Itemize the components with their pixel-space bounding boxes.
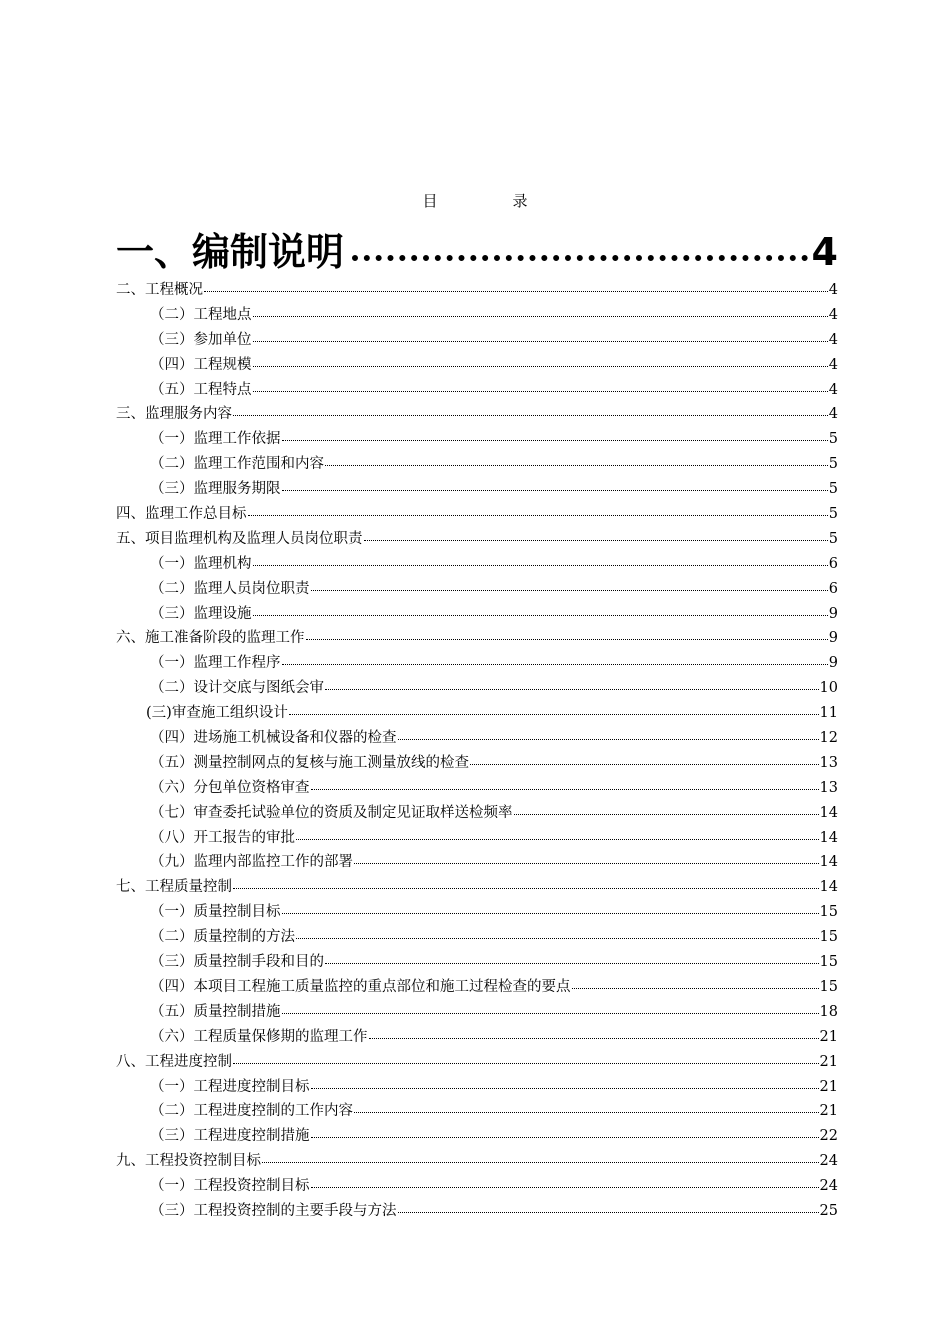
toc-entry-title: （七）审查委托试验单位的资质及制定见证取样送检频率 [150,804,513,821]
toc-page-number: 4 [828,306,838,323]
toc-entry-title: （一）监理工作依据 [150,431,281,448]
toc-entry[interactable] [116,378,838,403]
toc-entry-title: （一）监理机构 [150,555,252,572]
toc-entry[interactable] [116,1099,838,1124]
toc-page-number: 13 [819,754,838,771]
toc-entry[interactable] [116,1075,838,1100]
toc-entry[interactable] [116,726,838,751]
toc-entry-title: (三)审查施工组织设计 [146,705,288,722]
toc-entry[interactable] [116,353,838,378]
toc-entry[interactable] [116,676,838,701]
toc-entry-title: （三）质量控制手段和目的 [150,954,324,971]
toc-page-number: 5 [828,431,838,448]
toc-entry-title: （一）监理工作程序 [150,655,281,672]
toc-page-number: 21 [819,1053,838,1070]
toc-entry-title: 八、工程进度控制 [116,1053,232,1070]
toc-leader-dots [364,540,828,541]
toc-entry-title: （三）工程进度控制措施 [150,1128,310,1145]
toc-entry-title: （六）分包单位资格审查 [150,779,310,796]
toc-leader-dots [325,963,819,964]
toc-entry-title: （五）质量控制措施 [150,1003,281,1020]
toc-entry-title: 七、工程质量控制 [116,879,232,896]
toc-page-number: 14 [819,854,838,871]
toc-entry[interactable] [116,552,838,577]
toc-entry[interactable] [116,477,838,502]
toc-entry-title: （二）监理工作范围和内容 [150,456,324,473]
toc-leader-dots [354,1112,819,1113]
toc-leader-dots [233,415,828,416]
toc-entry-title: （二）设计交底与图纸会审 [150,680,324,697]
toc-entry[interactable] [116,226,838,278]
toc-entry-title: （三）工程投资控制的主要手段与方法 [150,1202,397,1219]
toc-leader-dots [282,490,828,491]
toc-entry-title: （五）测量控制网点的复核与施工测量放线的检查 [150,754,469,771]
toc-leader-dots [289,714,819,715]
toc-page-number: 4 [811,230,838,274]
toc-entry-title: 一、编制说明 [116,230,345,274]
toc-page-number: 5 [828,530,838,547]
toc-page-number: 15 [819,929,838,946]
toc-leader-dots [282,664,828,665]
toc-entry-title: （二）工程地点 [150,306,252,323]
toc-entry-title: （二）监理人员岗位职责 [150,580,310,597]
toc-entry[interactable] [116,1174,838,1199]
toc-entry[interactable] [116,776,838,801]
toc-leader-dots [282,440,828,441]
toc-entry[interactable] [116,527,838,552]
toc-entry-title: （三）监理设施 [150,605,252,622]
toc-page-number: 14 [819,804,838,821]
toc-entry[interactable] [116,328,838,353]
toc-page-number: 24 [819,1153,838,1170]
toc-page-number: 11 [819,705,838,722]
toc-entry[interactable] [116,1124,838,1149]
toc-leader-dots [306,639,828,640]
toc-page-number: 15 [819,954,838,971]
toc-entry[interactable] [116,1149,838,1174]
toc-leader-dots [296,938,819,939]
toc-page-number: 18 [819,1003,838,1020]
toc-leader-dots [311,590,828,591]
toc-entry[interactable] [116,751,838,776]
toc-leader-dots [282,913,819,914]
toc-page-number: 5 [828,506,838,523]
toc-leader-dots [204,291,828,292]
toc-entry[interactable] [116,925,838,950]
toc-entry-title: （四）本项目工程施工质量监控的重点部位和施工过程检查的要点 [150,978,571,995]
toc-page-number: 4 [828,331,838,348]
toc-leader-dots [572,988,819,989]
toc-leader-dots [253,341,828,342]
toc-entry[interactable] [116,1000,838,1025]
toc-page-number: 9 [828,655,838,672]
toc-page-number: 21 [819,1028,838,1045]
toc-page-number: 13 [819,779,838,796]
toc-leader-dots [248,515,828,516]
toc-leader-dots [311,1187,819,1188]
toc-entry-title: （三）监理服务期限 [150,481,281,498]
toc-entry[interactable] [116,1050,838,1075]
toc-leader-dots [311,1088,819,1089]
toc-leader-dots [369,1038,819,1039]
toc-entry-title: （五）工程特点 [150,381,252,398]
toc-leader-dots [253,615,828,616]
toc-leader-dots [354,863,819,864]
toc-entry[interactable] [116,303,838,328]
toc-page-number: 5 [828,481,838,498]
toc-leader-dots [296,839,819,840]
toc-page-number: 25 [819,1202,838,1219]
toc-entry-title: 九、工程投资控制目标 [116,1153,261,1170]
toc-page-number: 15 [819,904,838,921]
toc-entry-title: （九）监理内部监控工作的部署 [150,854,353,871]
toc-leader-dots [398,1212,819,1213]
toc-page-number: 12 [819,730,838,747]
toc-entry[interactable] [116,900,838,925]
toc-entry-title: 五、项目监理机构及监理人员岗位职责 [116,530,363,547]
toc-entry[interactable] [116,1025,838,1050]
toc-entry-title: （六）工程质量保修期的监理工作 [150,1028,368,1045]
toc-page-number: 4 [828,406,838,423]
toc-entry[interactable] [116,402,838,427]
toc-entry-title: 二、工程概况 [116,282,203,298]
toc-entry-title: （一）工程进度控制目标 [150,1078,310,1095]
toc-leader-dots [253,391,828,392]
toc-page-number: 24 [819,1178,838,1195]
toc-page-number: 4 [828,282,838,298]
toc-leader-dots [311,1137,819,1138]
toc-entry[interactable] [116,801,838,826]
toc-title: 目 录 [422,192,558,210]
toc-entry[interactable] [116,826,838,851]
toc-entry[interactable] [116,1199,838,1224]
toc-leader-dots [233,888,819,889]
toc-page-number: 14 [819,879,838,896]
toc-entry-title: （二）工程进度控制的工作内容 [150,1103,353,1120]
toc-page-number: 6 [828,580,838,597]
toc-page-number: 10 [819,680,838,697]
toc-leader-dots [253,565,828,566]
toc-entry[interactable] [116,850,838,875]
toc-entry[interactable] [116,427,838,452]
toc-entry[interactable] [116,452,838,477]
toc-page-number: 9 [828,630,838,647]
toc-page-number: 6 [828,555,838,572]
toc-leader-dots [311,789,819,790]
toc-page-number: 15 [819,978,838,995]
toc-entry[interactable] [116,602,838,627]
toc-leader-dots [325,465,828,466]
toc-entry[interactable] [116,502,838,527]
toc-leader-dots [253,316,828,317]
toc-entry-title: （三）参加单位 [150,331,252,348]
toc-entry-title: （四）进场施工机械设备和仪器的检查 [150,730,397,747]
toc-leader-dots [514,814,819,815]
toc-entry-title: 四、监理工作总目标 [116,506,247,523]
toc-leader-dots [282,1013,819,1014]
toc-entry-title: 三、监理服务内容 [116,406,232,423]
toc-leader-dots [398,739,819,740]
toc-entry-title: （八）开工报告的审批 [150,829,295,846]
toc-entry[interactable] [116,701,838,726]
toc-entry[interactable] [116,577,838,602]
toc-page-number: 21 [819,1078,838,1095]
toc-page-number: 4 [828,356,838,373]
toc-entry[interactable] [116,278,838,303]
toc-leader-dots [253,366,828,367]
toc-entry[interactable] [116,651,838,676]
toc-entry[interactable] [116,975,838,1000]
toc-leader-dots [262,1162,819,1163]
toc-entry-title: 六、施工准备阶段的监理工作 [116,630,305,647]
toc-entry-title: （一）质量控制目标 [150,904,281,921]
toc-leader-dots [470,764,819,765]
toc-page-number: 22 [819,1128,838,1145]
toc-page-number: 14 [819,829,838,846]
toc-page-number: 5 [828,456,838,473]
toc-leader-dots [352,255,808,261]
toc-entry-title: （四）工程规模 [150,356,252,373]
toc-entry[interactable] [116,626,838,651]
toc-leader-dots [325,689,819,690]
toc-page-number: 4 [828,381,838,398]
toc-leader-dots [233,1063,819,1064]
table-of-contents [116,226,838,1224]
toc-entry[interactable] [116,875,838,900]
toc-page-number: 21 [819,1103,838,1120]
toc-entry-title: （二）质量控制的方法 [150,929,295,946]
toc-entry-title: （一）工程投资控制目标 [150,1178,310,1195]
toc-entry[interactable] [116,950,838,975]
toc-page-number: 9 [828,605,838,622]
